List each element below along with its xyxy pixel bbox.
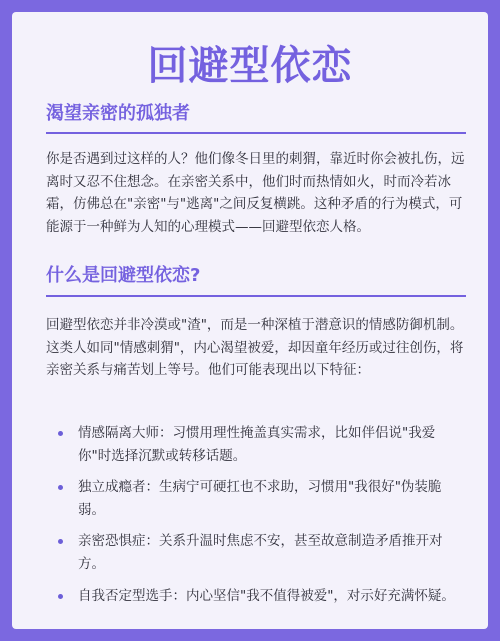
page-title: 回避型依恋 (147, 43, 353, 89)
section-divider (46, 132, 466, 134)
article-card (12, 12, 488, 629)
section-heading-definition: 什么是回避型依恋? (46, 265, 201, 286)
bullet-dot (58, 539, 63, 544)
bullet-dot (58, 485, 63, 490)
list-item (52, 476, 468, 521)
trait-text: 独立成瘾者：生病宁可硬扛也不求助，习惯用"我很好"伪装脆弱。 (78, 479, 442, 518)
section-divider (46, 295, 466, 297)
list-item (52, 422, 468, 467)
trait-text: 自我否定型选手：内心坚信"我不值得被爱"，对示好充满怀疑。 (78, 587, 455, 604)
bullet-dot (58, 594, 63, 599)
section-heading-lonely: 渴望亲密的孤独者 (46, 103, 190, 124)
traits-list (52, 422, 468, 616)
bullet-dot (58, 431, 63, 436)
list-item (52, 530, 468, 575)
definition-paragraph: 回避型依恋并非冷漠或"渣"，而是一种深植于潜意识的情感防御机制。这类人如同"情感刺猬"，内心渴望被爱，却因童年经历或过往创伤，将亲密关系与痛苦划上等号。他们可能表现出以下特征： (46, 317, 464, 379)
intro-paragraph: 你是否遇到过这样的人？他们像冬日里的刺猬，靠近时你会被扎伤，远离时又忍不住想念。在亲密关系中，他们时而热情如火，时而冷若冰霜，仿佛总在"亲密"与"逃离"之间反复横跳。这种矛盾的行为模式，可能源于一种鲜为人知的心理模式——回避型依恋人格。 (46, 151, 465, 235)
trait-text: 亲密恐惧症：关系升温时焦虑不安，甚至故意制造矛盾推开对方。 (78, 533, 443, 572)
list-item (52, 585, 468, 608)
trait-text: 情感隔离大师：习惯用理性掩盖真实需求，比如伴侣说"我爱你"时选择沉默或转移话题。 (78, 425, 436, 464)
